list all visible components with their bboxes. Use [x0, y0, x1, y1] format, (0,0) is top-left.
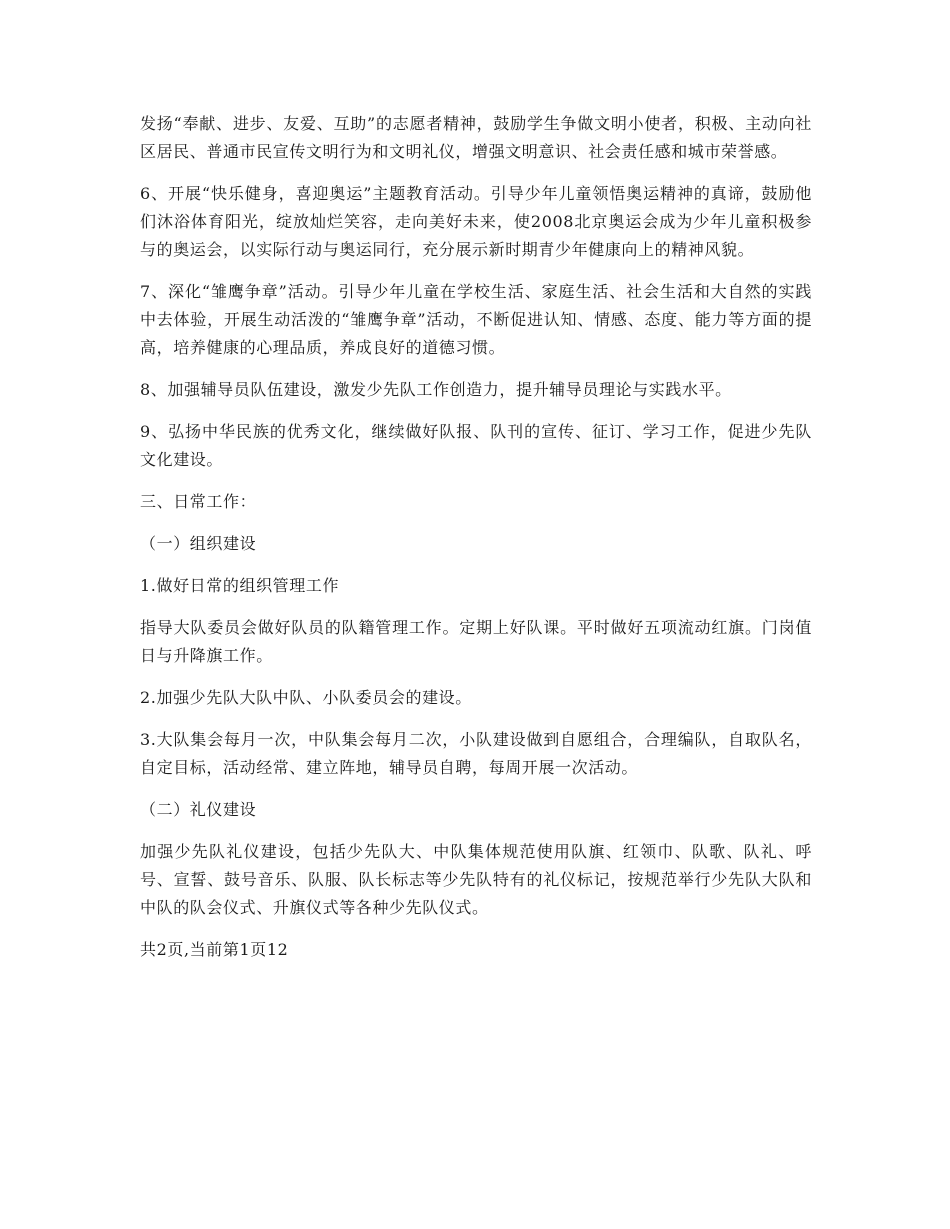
page-indicator: 共2页,当前第1页12: [140, 940, 289, 959]
subsection-heading-organization: （一）组织建设: [140, 534, 257, 553]
subsection-heading-etiquette: （二）礼仪建设: [140, 800, 257, 819]
paragraph-item-6: 6、开展“快乐健身，喜迎奥运”主题教育活动。引导少年儿童领悟奥运精神的真谛，鼓励他们沐浴体育阳光，绽放灿烂笑容，走向美好未来，使2008北京奥运会成为少年儿童积极参与的奥运会，以实际行动与奥运同行，充分展示新时期青少年健康向上的精神风貌。: [140, 184, 812, 259]
list-item-2: 2.加强少先队大队中队、小队委员会的建设。: [140, 688, 472, 707]
list-item-1: 1.做好日常的组织管理工作: [140, 576, 340, 595]
paragraph-etiquette-detail: 加强少先队礼仪建设，包括少先队大、中队集体规范使用队旗、红领巾、队歌、队礼、呼号、宣誓、鼓号音乐、队服、队长标志等少先队特有的礼仪标记，按规范举行少先队大队和中队的队会仪式、升旗仪式等各种少先队仪式。: [140, 842, 812, 917]
paragraph-item-9: 9、弘扬中华民族的优秀文化，继续做好队报、队刊的宣传、征订、学习工作，促进少先队文化建设。: [140, 422, 812, 469]
document-page: [140, 110, 812, 964]
paragraph-management-detail: 指导大队委员会做好队员的队籍管理工作。定期上好队课。平时做好五项流动红旗。门岗值日与升降旗工作。: [140, 618, 812, 665]
paragraph-item-8: 8、加强辅导员队伍建设，激发少先队工作创造力，提升辅导员理论与实践水平。: [140, 380, 732, 399]
paragraph-item-7: 7、深化“雏鹰争章”活动。引导少年儿童在学校生活、家庭生活、社会生活和大自然的实践中去体验，开展生动活泼的“雏鹰争章”活动，不断促进认知、情感、态度、能力等方面的提高，培养健康的心理品质，养成良好的道德习惯。: [140, 282, 812, 357]
paragraph-volunteer-spirit: 发扬“奉献、进步、友爱、互助”的志愿者精神，鼓励学生争做文明小使者，积极、主动向社区居民、普通市民宣传文明行为和文明礼仪，增强文明意识、社会责任感和城市荣誉感。: [140, 114, 812, 161]
list-item-3: 3.大队集会每月一次，中队集会每月二次，小队建设做到自愿组合，合理编队，自取队名，自定目标，活动经常、建立阵地，辅导员自聘，每周开展一次活动。: [140, 730, 812, 777]
section-heading-daily-work: 三、日常工作：: [140, 492, 257, 511]
